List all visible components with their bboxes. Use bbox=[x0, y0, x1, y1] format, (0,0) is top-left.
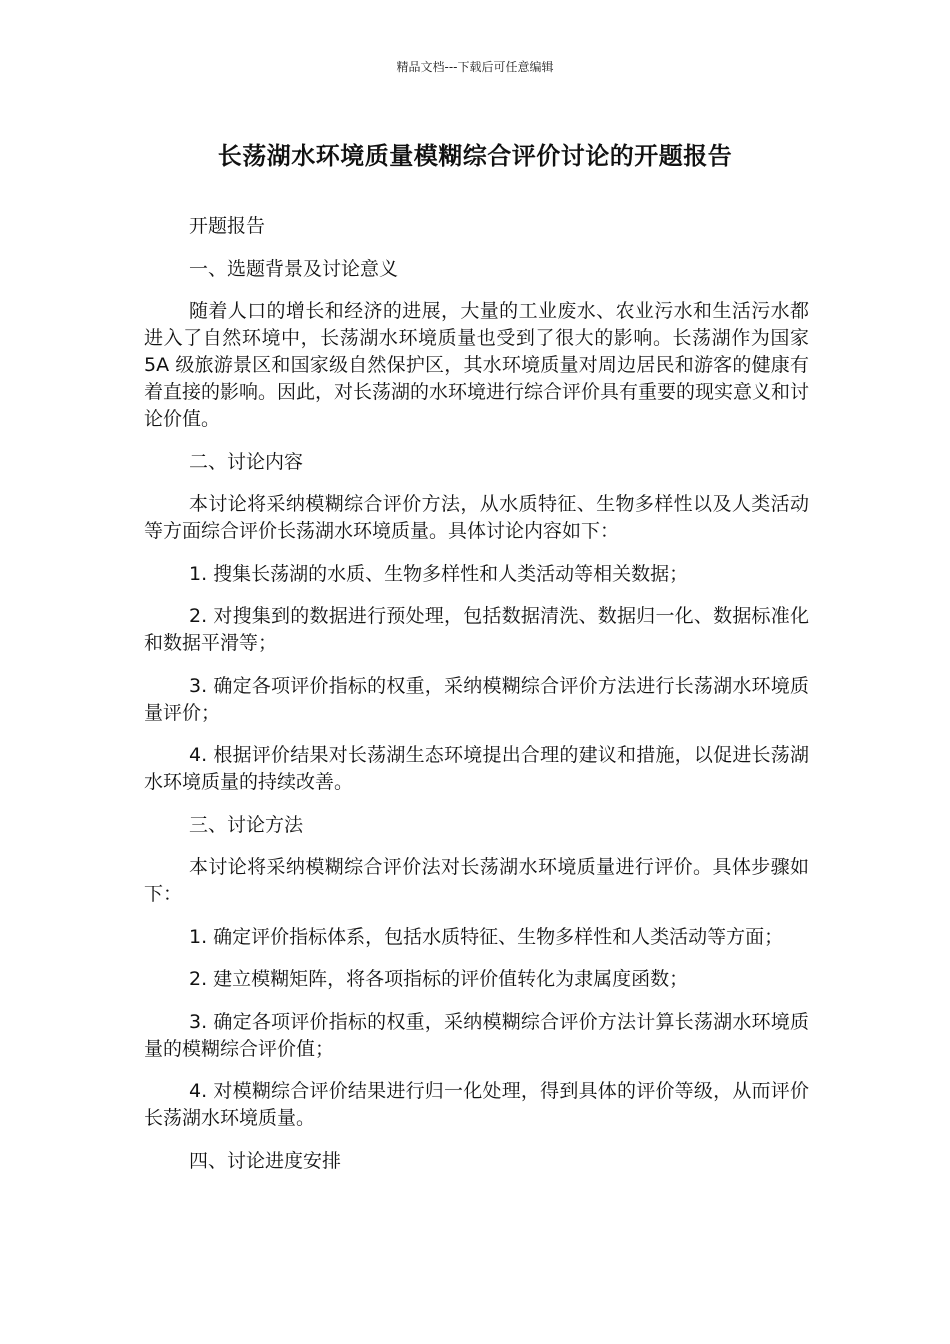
list-item-method-4: 4. 对模糊综合评价结果进行归一化处理，得到具体的评价等级，从而评价长荡湖水环境质量。 bbox=[144, 1080, 809, 1129]
paragraph-content-intro: 本讨论将采纳模糊综合评价方法，从水质特征、生物多样性以及人类活动等方面综合评价长荡湖水环境质量。具体讨论内容如下： bbox=[144, 493, 809, 542]
list-item-content-3: 3. 确定各项评价指标的权重，采纳模糊综合评价方法进行长荡湖水环境质量评价； bbox=[144, 674, 809, 724]
paragraph-section-label: 开题报告 bbox=[189, 215, 266, 237]
document-body bbox=[144, 213, 809, 1190]
heading-method: 三、讨论方法 bbox=[189, 813, 304, 836]
document-title: 长荡湖水环境质量模糊综合评价讨论的开题报告 bbox=[217, 142, 733, 170]
list-item-method-2: 2. 建立模糊矩阵，将各项指标的评价值转化为隶属度函数； bbox=[189, 968, 689, 990]
paragraph-background: 随着人口的增长和经济的进展，大量的工业废水、农业污水和生活污水都进入了自然环境中，长荡湖水环境质量也受到了很大的影响。长荡湖作为国家 5A 级旅游景区和国家级自然保护区，其水环境质量对周边居民和游客的健康有着直接的影响。因此，对长荡湖的水环境进行综合评价具有重要的现实意义和讨论价值。 bbox=[144, 300, 810, 430]
header-note: 精品文档---下载后可任意编辑 bbox=[396, 60, 554, 74]
list-item-method-3: 3. 确定各项评价指标的权重，采纳模糊综合评价方法计算长荡湖水环境质量的模糊综合评价值； bbox=[144, 1010, 809, 1060]
list-item-method-1: 1. 确定评价指标体系，包括水质特征、生物多样性和人类活动等方面； bbox=[189, 925, 784, 948]
list-item-content-4: 4. 根据评价结果对长荡湖生态环境提出合理的建议和措施，以促进长荡湖水环境质量的持续改善。 bbox=[144, 744, 809, 793]
heading-schedule: 四、讨论进度安排 bbox=[189, 1149, 342, 1172]
heading-background: 一、选题背景及讨论意义 bbox=[189, 257, 399, 280]
list-item-content-1: 1. 搜集长荡湖的水质、生物多样性和人类活动等相关数据； bbox=[189, 562, 689, 585]
paragraph-method-intro: 本讨论将采纳模糊综合评价法对长荡湖水环境质量进行评价。具体步骤如下： bbox=[144, 856, 809, 905]
heading-content: 二、讨论内容 bbox=[189, 450, 304, 473]
list-item-content-2: 2. 对搜集到的数据进行预处理，包括数据清洗、数据归一化、数据标准化和数据平滑等； bbox=[144, 605, 809, 654]
